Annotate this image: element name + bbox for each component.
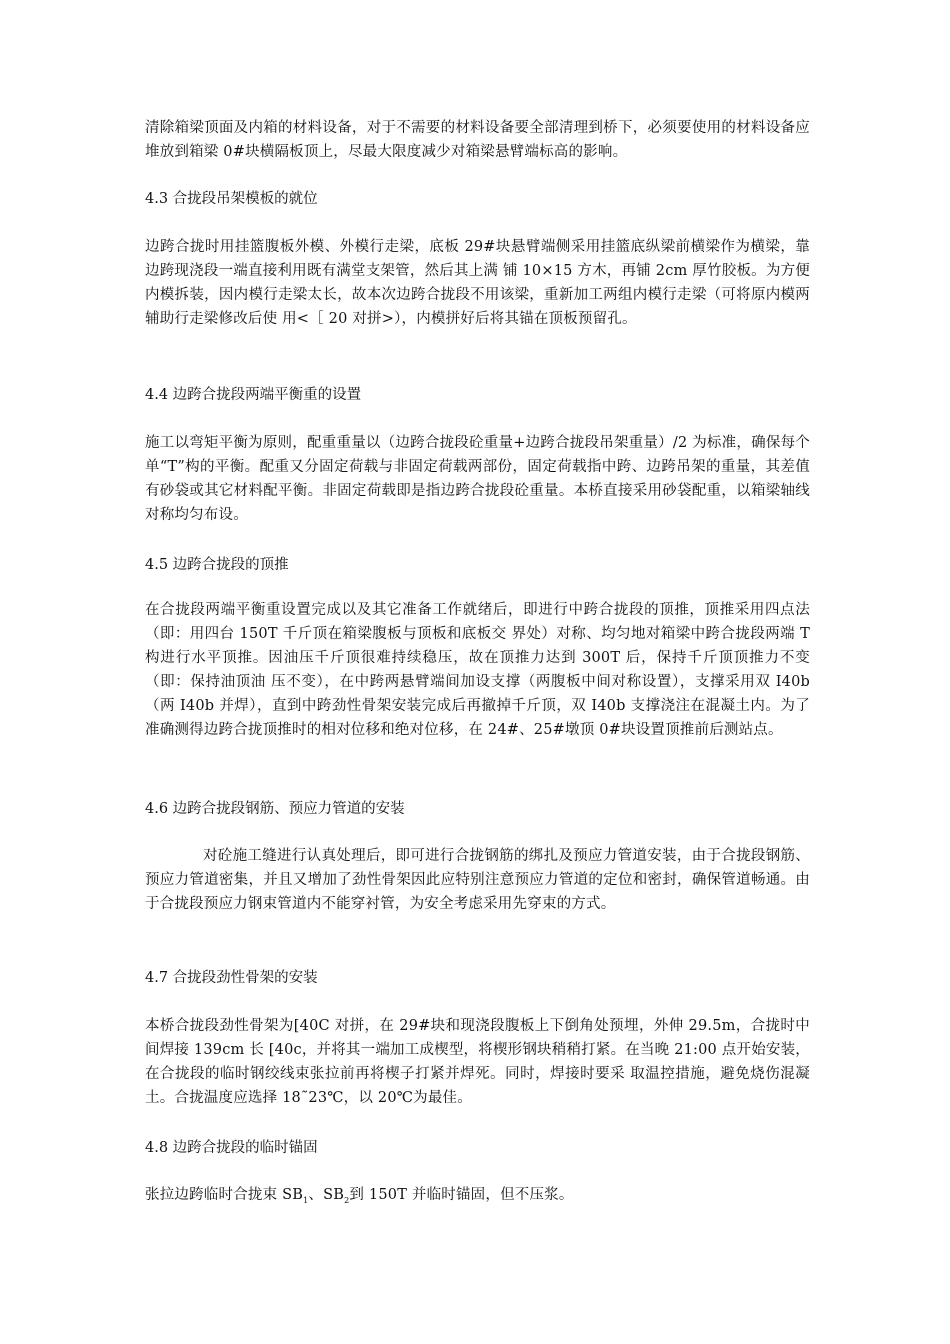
- paragraph-4-5: 在合拢段两端平衡重设置完成以及其它准备工作就绪后，即进行中跨合拢段的顶推，顶推采用四点法（即：用四台 150T 千斤顶在箱梁腹板与顶板和底板交 界处）对称、均匀地对箱梁中跨合拢段两端 T 构进行水平顶推。因油压千斤顶很难持续稳压，故在顶推力达到 300T 后，保持千斤顶顶推力不变（即：保持油顶油 压不变），在中跨两悬臂端间加设支撑（两腹板中间对称设置），支撑采用双 I40b（两 I40b 并焊），直到中跨劲性骨架安装完成后再撤掉千斤顶，双 I40b 支撑浇注在混凝土内。为了准确测得边跨合拢顶推时的相对位移和绝对位移，在 24#、25#墩顶 0#块设置顶推前后测站点。: [145, 602, 810, 738]
- paragraph-4-4: 施工以弯矩平衡为原则，配重重量以（边跨合拢段砼重量+边跨合拢段吊架重量）/2 为标准，确保每个单“T”构的平衡。配重又分固定荷载与非固定荷载两部份，固定荷载指中跨、边跨吊架的重量，其差值有砂袋或其它材料配平衡。非固定荷载即是指边跨合拢段砼重量。本桥直接采用砂袋配重，以箱梁轴线对称均匀布设。: [145, 435, 810, 523]
- paragraph-4-8: [145, 1183, 810, 1207]
- heading-4-4: 4.4 边跨合拢段两端平衡重的设置: [145, 387, 362, 403]
- text-segment: 、SB: [308, 1187, 345, 1203]
- heading-4-8: 4.8 边跨合拢段的临时锚固: [145, 1140, 318, 1156]
- paragraph-4-7: 本桥合拢段劲性骨架为[40C 对拼，在 29#块和现浇段腹板上下倒角处预埋，外伸 29.5m，合拢时中间焊接 139cm 长 [40c，并将其一端加工成楔型，将楔形钢块稍稍打紧。在当晚 21:00 点开始安装，在合拢段的临时钢绞线束张拉前再将楔子打紧并焊死。同时，焊接时要采 取温控措施，避免烧伤混凝土。合拢温度应选择 18˜23℃，以 20℃为最佳。: [145, 1018, 810, 1106]
- paragraph-4-6: 对砼施工缝进行认真处理后，即可进行合拢钢筋的绑扎及预应力管道安装，由于合拢段钢筋、预应力管道密集，并且又增加了劲性骨架因此应特别注意预应力管道的定位和密封，确保管道畅通。由于合拢段预应力钢束管道内不能穿衬管，为安全考虑采用先穿束的方式。: [145, 848, 810, 912]
- subscript-1: 1: [303, 1196, 309, 1205]
- text-segment: 张拉边跨临时合拢束 SB: [145, 1187, 304, 1203]
- subscript-2: 2: [344, 1196, 350, 1205]
- paragraph-intro: 清除箱梁顶面及内箱的材料设备，对于不需要的材料设备要全部清理到桥下，必须要使用的材料设备应堆放到箱梁 0#块横隔板顶上，尽最大限度减少对箱梁悬臂端标高的影响。: [145, 120, 810, 160]
- heading-4-3: 4.3 合拢段吊架模板的就位: [145, 191, 318, 207]
- paragraph-4-3: 边跨合拢时用挂篮腹板外模、外模行走梁，底板 29#块悬臂端侧采用挂篮底纵梁前横梁作为横梁，靠边跨现浇段一端直接利用既有满堂支架管，然后其上满 铺 10×15 方木，再铺 2cm 厚竹胶板。为方便内模拆装，因内模行走梁太长，故本次边跨合拢段不用该梁，重新加工两组内模行走梁（可将原内模两辅助行走梁修改后使 用<［ 20 对拼>），内模拼好后将其锚在顶板预留孔。: [145, 239, 810, 327]
- text-segment: 到 150T 并临时锚固，但不压浆。: [349, 1187, 574, 1203]
- heading-4-5: 4.5 边跨合拢段的顶推: [145, 557, 289, 573]
- heading-4-6: 4.6 边跨合拢段钢筋、预应力管道的安装: [145, 801, 405, 817]
- heading-4-7: 4.7 合拢段劲性骨架的安装: [145, 970, 318, 986]
